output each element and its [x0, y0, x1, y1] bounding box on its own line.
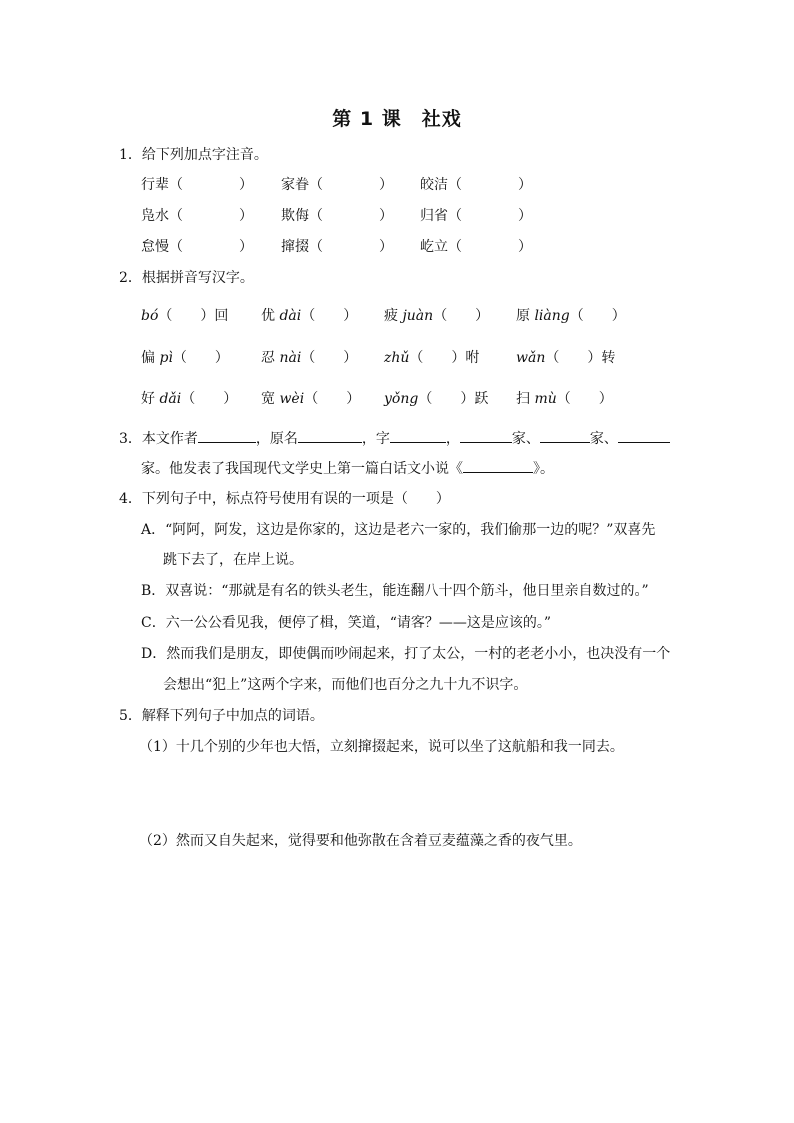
q3-text: ，原名 — [255, 431, 298, 447]
q3-text: 家、 — [511, 431, 540, 447]
q4-option-d-cont: 会想出“犯上”这两个字来，而他们也百分之九十九不识字。 — [163, 677, 528, 693]
page-title: 第 1 课 社戏 — [332, 108, 462, 130]
q2-item — [384, 389, 488, 409]
q2-item — [261, 306, 357, 326]
q2-pinyin: bó — [141, 308, 159, 324]
q3-text: 》。 — [533, 461, 554, 477]
q1-item: 怠慢（ ） — [141, 239, 253, 255]
q2-prefix: 好 — [141, 391, 160, 407]
q2-item — [384, 348, 479, 368]
q2-item — [261, 348, 357, 368]
q5-prompt: 5．解释下列句子中加点的词语。 — [119, 708, 324, 724]
q1-item: 家眷（ ） — [281, 177, 393, 193]
q2-prefix: 疲 — [384, 308, 403, 324]
q2-suffix: （ ） — [569, 308, 626, 324]
q2-item — [141, 348, 229, 368]
q2-item — [384, 306, 489, 326]
q2-suffix: （ ） — [172, 350, 229, 366]
q4-option-a: A．“阿阿，阿发，这边是你家的，这边是老六一家的，我们偷那一边的呢？”双喜先 — [141, 522, 656, 538]
q2-item — [516, 348, 615, 368]
q2-suffix: （ ）咐 — [409, 350, 480, 366]
q4-option-d: D．然而我们是朋友，即使偶而吵闹起来，打了太公，一村的老老小小，也决没有一个 — [141, 646, 671, 662]
q2-suffix: （ ） — [556, 391, 613, 407]
q3-text: 家、 — [589, 431, 618, 447]
q3-line2 — [141, 458, 554, 479]
q1-prompt: 1．给下列加点字注音。 — [119, 147, 268, 163]
q2-pinyin: yǒng — [384, 391, 419, 407]
q2-suffix: （ ） — [301, 308, 358, 324]
answer-blank[interactable] — [460, 428, 512, 443]
answer-blank[interactable] — [463, 458, 533, 473]
q2-suffix: （ ） — [301, 350, 358, 366]
q2-prefix: 原 — [516, 308, 535, 324]
q3-text: 家。他发表了我国现代文学史上第一篇白话文小说《 — [141, 461, 463, 477]
answer-blank[interactable] — [540, 428, 590, 443]
q2-suffix: （ ）转 — [545, 350, 616, 366]
q2-pinyin: juàn — [402, 308, 434, 324]
q3-line1 — [119, 428, 670, 449]
q1-item: 归省（ ） — [420, 208, 532, 224]
q2-item — [516, 389, 613, 409]
q1-item: 撺掇（ ） — [281, 239, 393, 255]
q2-suffix: （ ） — [181, 391, 238, 407]
answer-blank[interactable] — [298, 428, 362, 443]
q4-option-b: B．双喜说：“那就是有名的铁头老生，能连翻八十四个筋斗，他日里亲自数过的。” — [141, 583, 649, 599]
q1-item: 皎洁（ ） — [420, 177, 532, 193]
q3-text: ， — [445, 431, 460, 447]
q2-pinyin: zhǔ — [384, 350, 410, 366]
q2-suffix: （ ）跃 — [418, 391, 489, 407]
q2-item — [141, 389, 237, 409]
q2-suffix: （ ）回 — [158, 308, 229, 324]
q2-suffix: （ ） — [433, 308, 490, 324]
q2-prefix: 忍 — [261, 350, 280, 366]
q1-item: 凫水（ ） — [141, 208, 253, 224]
q2-prefix: 扫 — [516, 391, 535, 407]
q2-suffix: （ ） — [304, 391, 361, 407]
q2-pinyin: liàng — [534, 308, 570, 324]
q2-prefix: 宽 — [261, 391, 280, 407]
q2-pinyin: wèi — [279, 391, 305, 407]
q4-prompt: 4．下列句子中，标点符号使用有误的一项是（ ） — [119, 491, 450, 507]
q5-sentence-2: （2）然而又自失起来，觉得要和他弥散在含着豆麦蕴藻之香的夜气里。 — [139, 833, 582, 849]
q5-sentence-1: （1）十几个别的少年也大悟，立刻撺掇起来，说可以坐了这航船和我一同去。 — [139, 739, 624, 755]
q1-item: 欺侮（ ） — [281, 208, 393, 224]
q3-text: 3．本文作者 — [119, 431, 198, 447]
q2-pinyin: nài — [279, 350, 302, 366]
q2-item — [261, 389, 360, 409]
q2-pinyin: mù — [534, 391, 557, 407]
q2-prefix: 偏 — [141, 350, 160, 366]
q3-text: ，字 — [361, 431, 390, 447]
q2-prompt: 2．根据拼音写汉字。 — [119, 270, 254, 286]
q4-option-c: C．六一公公看见我，便停了楫，笑道，“请客？——这是应该的。” — [141, 615, 552, 631]
q2-item — [141, 306, 228, 326]
answer-blank[interactable] — [618, 428, 670, 443]
q1-item: 屹立（ ） — [420, 239, 532, 255]
q4-option-a-cont: 跳下去了，在岸上说。 — [163, 552, 303, 568]
q2-prefix: 优 — [261, 308, 280, 324]
answer-blank[interactable] — [390, 428, 446, 443]
q2-pinyin: pì — [159, 350, 173, 366]
q2-pinyin: wǎn — [516, 350, 546, 366]
q2-item — [516, 306, 626, 326]
q1-item: 行辈（ ） — [141, 177, 253, 193]
q2-pinyin: dǎi — [159, 391, 182, 407]
q2-pinyin: dài — [279, 308, 302, 324]
answer-blank[interactable] — [198, 428, 256, 443]
